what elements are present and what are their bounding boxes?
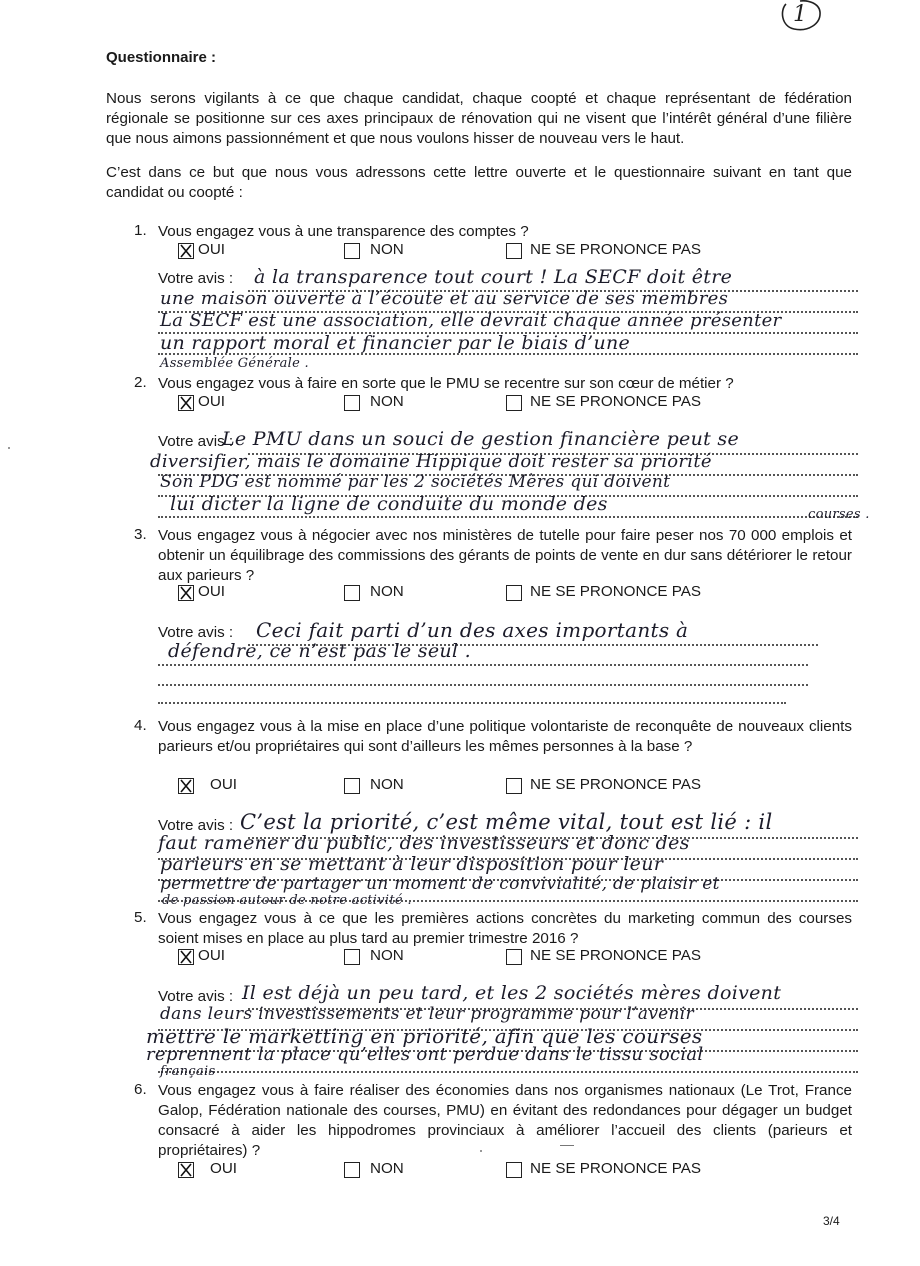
q1-answer-line-4: un rapport moral et financier par le biais d’une (160, 332, 631, 354)
q5-answer-line-3: mettre le marketting en priorité, afin que les courses (146, 1024, 703, 1048)
q2-answer-line-4: lui dicter la ligne de conduite du monde des (170, 493, 608, 515)
q6-oui-checkbox[interactable] (178, 1162, 194, 1178)
q3-non-label: NON (370, 583, 404, 600)
q5-nspp-label: NE SE PRONONCE PAS (530, 947, 702, 964)
question-2-number: 2. (134, 374, 147, 391)
q4-non-label: NON (370, 776, 404, 793)
q1-answer-line-3: La SECF est une association, elle devrait chaque année présenter (160, 310, 782, 331)
question-1-text: Vous engagez vous à une transparence des comptes ? (158, 223, 529, 240)
question-4-number: 4. (134, 717, 147, 734)
q1-answer-line-2: une maison ouverte à l’écoute et au service de ses membres (160, 288, 729, 309)
q3-avis-label: Votre avis : (158, 624, 234, 641)
q1-non-checkbox[interactable] (344, 243, 360, 259)
q3-answer-line-1: Ceci fait parti d’un des axes importants à (256, 618, 689, 642)
question-2-text: Vous engagez vous à faire en sorte que le PMU se recentre sur son cœur de métier ? (158, 375, 734, 392)
checkmark-x-icon (178, 585, 194, 601)
question-1-options (176, 241, 736, 261)
q4-answer-line-5: de passion autour de notre activité . (162, 893, 412, 908)
q6-non-label: NON (370, 1160, 404, 1177)
q3-dotted-line-3 (158, 684, 808, 686)
q2-oui-label: OUI (198, 393, 226, 410)
q4-avis-label: Votre avis : (158, 817, 234, 834)
q3-oui-label: OUI (198, 583, 226, 600)
page-badge-number: 1 (793, 2, 807, 27)
q4-answer-line-3: parieurs en se mettant à leur disposition pour leur (160, 853, 664, 875)
q2-answer-line-5: courses . (808, 507, 870, 522)
q5-non-checkbox[interactable] (344, 949, 360, 965)
q6-non-checkbox[interactable] (344, 1162, 360, 1178)
question-3-options (176, 583, 736, 603)
q6-nspp-checkbox[interactable] (506, 1162, 522, 1178)
q3-non-checkbox[interactable] (344, 585, 360, 601)
q5-non-label: NON (370, 947, 404, 964)
scan-speck (8, 447, 10, 449)
q4-nspp-label: NE SE PRONONCE PAS (530, 776, 702, 793)
q2-nspp-checkbox[interactable] (506, 395, 522, 411)
intro-paragraph: Nous serons vigilants à ce que chaque candidat, chaque coopté et chaque représentant de fédération régionale se positionne sur ces axes principaux de rénovation qui ne visent que l’intérêt général d’une filière que nous aimons passionnément et que nous voulons hisser de nouveau vers le haut. (106, 90, 852, 147)
q1-answer-line-1: à la transparence tout court ! La SECF doit être (254, 266, 733, 288)
scan-speck (560, 1145, 574, 1146)
q2-avis-label: Votre avis : (158, 433, 234, 450)
q4-nspp-checkbox[interactable] (506, 778, 522, 794)
checkmark-x-icon (178, 949, 194, 965)
q1-avis-label: Votre avis : (158, 270, 234, 287)
question-1-number: 1. (134, 222, 147, 239)
q6-nspp-label: NE SE PRONONCE PAS (530, 1160, 702, 1177)
question-3-number: 3. (134, 526, 147, 543)
checkmark-x-icon (178, 395, 194, 411)
q3-oui-checkbox[interactable] (178, 585, 194, 601)
q1-oui-checkbox[interactable] (178, 243, 194, 259)
question-5-text: Vous engagez vous à ce que les premières actions concrètes du marketing commun des courses soient mises en place au plus tard au premier trimestre 2016 ? (158, 910, 852, 947)
q5-oui-label: OUI (198, 947, 226, 964)
q5-answer-line-2: dans leurs investissements et leur programme pour l’avenir (160, 1004, 694, 1024)
q5-oui-checkbox[interactable] (178, 949, 194, 965)
q3-nspp-label: NE SE PRONONCE PAS (530, 583, 702, 600)
page-footer: 3/4 (823, 1214, 840, 1228)
page-title: Questionnaire : (106, 49, 217, 66)
checkmark-x-icon (178, 1162, 194, 1178)
q4-answer-line-2: faut ramener du public, des investisseurs et donc des (158, 832, 690, 854)
q5-answer-line-1: Il est déjà un peu tard, et les 2 sociétés mères doivent (242, 982, 782, 1004)
question-6-number: 6. (134, 1081, 147, 1098)
q4-non-checkbox[interactable] (344, 778, 360, 794)
checkmark-x-icon (178, 243, 194, 259)
question-5-number: 5. (134, 909, 147, 926)
q4-oui-checkbox[interactable] (178, 778, 194, 794)
q2-non-label: NON (370, 393, 404, 410)
q1-nspp-label: NE SE PRONONCE PAS (530, 241, 702, 258)
q4-oui-label: OUI (210, 776, 238, 793)
q3-dotted-line-4 (158, 702, 786, 704)
q5-dotted-line-4 (158, 1071, 858, 1073)
q6-oui-label: OUI (210, 1160, 238, 1177)
question-4-text: Vous engagez vous à la mise en place d’une politique volontariste de reconquête de nouveaux clients parieurs et/ou propriétaires qui sont d’ailleurs les mêmes personnes à la base ? (158, 718, 852, 755)
q5-avis-label: Votre avis : (158, 988, 234, 1005)
q3-answer-line-2: défendre, ce n’est pas le seul . (168, 640, 471, 662)
question-4-options (176, 776, 736, 796)
question-3-text: Vous engagez vous à négocier avec nos ministères de tutelle pour faire peser nos 70 000 emplois et obtenir un équilibrage des commissions des gérants de points de vente en dur sans détériorer le retour aux parieurs ? (158, 527, 852, 584)
checkmark-x-icon (178, 778, 194, 794)
q2-dotted-line-4 (158, 516, 858, 518)
q2-answer-line-2: diversifier, mais le domaine Hippique doit rester sa priorité (150, 451, 712, 472)
q5-answer-line-4: reprennent la place qu’elles ont perdue dans le tissu social (146, 1044, 704, 1065)
q1-oui-label: OUI (198, 241, 226, 258)
scan-speck (480, 1150, 482, 1152)
q5-nspp-checkbox[interactable] (506, 949, 522, 965)
q1-nspp-checkbox[interactable] (506, 243, 522, 259)
q1-answer-line-5: Assemblée Générale . (160, 356, 309, 371)
second-paragraph: C’est dans ce but que nous vous adressons cette lettre ouverte et le questionnaire suivant en tant que candidat ou coopté : (106, 164, 852, 201)
q2-oui-checkbox[interactable] (178, 395, 194, 411)
q2-answer-line-3: Son PDG est nommé par les 2 sociétés Mères qui doivent (160, 472, 671, 492)
q2-nspp-label: NE SE PRONONCE PAS (530, 393, 702, 410)
question-2-options (176, 393, 736, 413)
q2-answer-line-1: Le PMU dans un souci de gestion financière peut se (222, 428, 739, 450)
question-6-options (176, 1160, 736, 1180)
q2-non-checkbox[interactable] (344, 395, 360, 411)
q3-dotted-line-2 (158, 664, 808, 666)
question-6-text: Vous engagez vous à faire réaliser des économies dans nos organismes nationaux (Le Trot, France Galop, Fédération nationale des courses, PMU) en évitant des redondances pour dégager un budget consacré à aider les hippodromes provinciaux à améliorer l’accueil des clients (parieurs et propriétaires) ? (158, 1082, 852, 1159)
q4-answer-line-4: permettre de partager un moment de convivialité, de plaisir et (160, 874, 720, 894)
q1-non-label: NON (370, 241, 404, 258)
q5-answer-line-5: français (160, 1064, 216, 1079)
q4-answer-line-1: C’est la priorité, c’est même vital, tout est lié : il (240, 810, 773, 834)
question-5-options (176, 947, 736, 967)
q3-nspp-checkbox[interactable] (506, 585, 522, 601)
